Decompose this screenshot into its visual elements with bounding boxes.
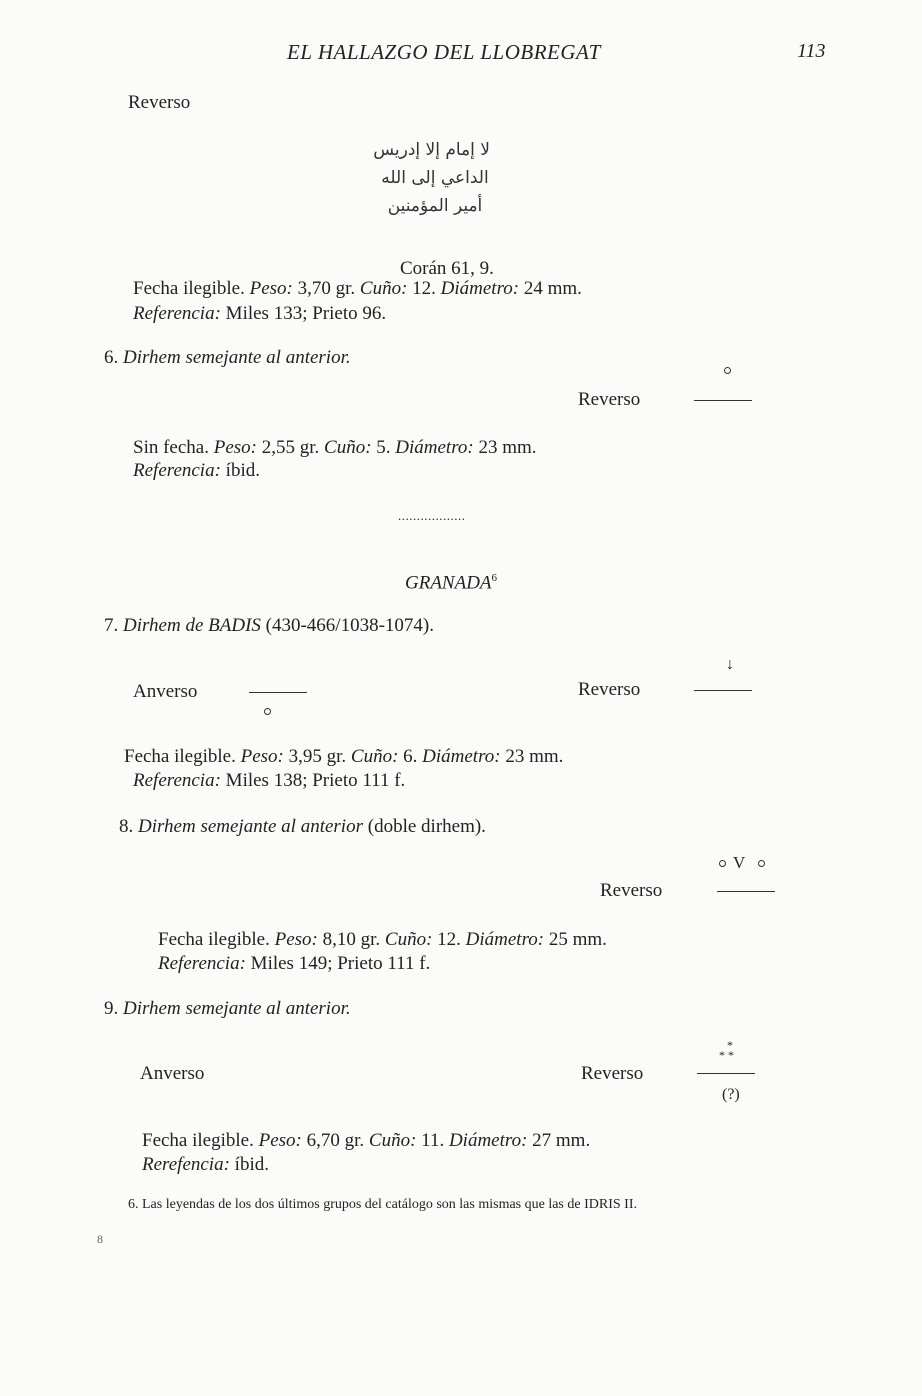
entry-number: 8. [119, 816, 134, 837]
reverse-label: Reverso [600, 880, 663, 901]
weight-label: Peso: [258, 1130, 302, 1151]
reference-label: Referencia: [133, 460, 221, 481]
signature-mark: 8 [97, 1232, 103, 1246]
entry-title: Dirhem semejante al anterior. [123, 998, 351, 1019]
entry-title: Dirhem semejante al anterior. [123, 347, 351, 368]
die-label: Cuño: [384, 929, 433, 950]
reverse-label: Reverso [578, 679, 641, 700]
weight: 6,70 gr. [306, 1130, 365, 1151]
coin-reference [133, 460, 260, 482]
reverse-label: Reverso [578, 389, 641, 410]
weight: 3,70 gr. [297, 278, 356, 299]
footnote-number: 6. [128, 1197, 139, 1212]
coin-reference [142, 1154, 269, 1176]
weight-label: Peso: [274, 929, 318, 950]
reverse-dash [697, 1073, 755, 1074]
entry-title: Dirhem de BADIS [123, 615, 261, 636]
weight: 2,55 gr. [261, 437, 320, 458]
date: Fecha ilegible. [124, 746, 236, 767]
die: 12. [412, 278, 436, 299]
section-title [405, 572, 497, 594]
coin-reference [133, 303, 386, 325]
coin-reference [158, 953, 430, 975]
obverse-dash [249, 692, 307, 693]
entry-number: 7. [104, 615, 119, 636]
annulet-mark [264, 708, 271, 715]
reference-label: Referencia: [133, 770, 221, 791]
uncertain-mark: (?) [722, 1086, 740, 1103]
section-name: GRANADA [405, 572, 492, 594]
reference-label: Referencia: [158, 953, 246, 974]
section-separator: .................. [398, 508, 466, 523]
die: 12. [437, 929, 461, 950]
date: Fecha ilegible. [142, 1130, 254, 1151]
entry-heading-6 [104, 347, 351, 369]
die-label: Cuño: [350, 746, 399, 767]
running-header: EL HALLAZGO DEL LLOBREGAT [287, 40, 601, 64]
die: 11. [421, 1130, 445, 1151]
reverse-dash [694, 690, 752, 691]
entry-title: Dirhem semejante al anterior [138, 816, 363, 837]
diameter: 25 mm. [548, 929, 607, 950]
date: Fecha ilegible. [133, 278, 245, 299]
footnote [128, 1197, 637, 1213]
arabic-legend-line-3: أمير المؤمنين [387, 196, 483, 216]
date: Fecha ilegible. [158, 929, 270, 950]
obverse-label: Anverso [133, 681, 198, 702]
date: Sin fecha. [133, 437, 209, 458]
page-number: 113 [797, 40, 826, 62]
reference: Miles 149; Prieto 111 f. [250, 953, 431, 974]
entry-title-extra: (doble dirhem). [367, 816, 486, 837]
coin-reference [133, 770, 405, 792]
weight-label: Peso: [213, 437, 257, 458]
die: 5. [376, 437, 391, 458]
diameter: 23 mm. [505, 746, 564, 767]
obverse-label: Anverso [140, 1063, 205, 1084]
weight: 3,95 gr. [288, 746, 347, 767]
diameter: 23 mm. [478, 437, 537, 458]
arabic-legend-line-1: لا إمام إلا إدريس [373, 140, 490, 160]
reference-label: Rerefencia: [142, 1154, 230, 1175]
diameter-label: Diámetro: [448, 1130, 528, 1151]
reference: íbid. [234, 1154, 269, 1175]
diameter-label: Diámetro: [465, 929, 545, 950]
quran-citation: Corán 61, 9. [400, 258, 494, 279]
reference: Miles 138; Prieto 111 f. [225, 770, 406, 791]
annulet-mark [724, 367, 731, 374]
arrow-down-icon: ↓ [726, 656, 734, 673]
entry-heading-7 [104, 615, 434, 637]
footnote-ref: 6 [491, 572, 498, 584]
reverse-dash [694, 400, 752, 401]
reference-label: Referencia: [133, 303, 221, 324]
entry-number: 9. [104, 998, 119, 1019]
coin-details [142, 1130, 590, 1152]
diameter-label: Diámetro: [440, 278, 520, 299]
diameter-label: Diámetro: [395, 437, 474, 458]
annulet-mark [758, 860, 765, 867]
entry-dates: (430-466/1038-1074). [265, 615, 434, 636]
weight-label: Peso: [249, 278, 293, 299]
die-label: Cuño: [324, 437, 372, 458]
mark-v: V [733, 853, 746, 872]
weight: 8,10 gr. [322, 929, 381, 950]
coin-details [133, 437, 537, 459]
diameter: 27 mm. [532, 1130, 591, 1151]
coin-details [124, 746, 563, 768]
star-mark-bottom: * * [719, 1048, 734, 1062]
reference: Miles 133; Prieto 96. [225, 303, 387, 324]
die-label: Cuño: [368, 1130, 417, 1151]
reference: íbid. [225, 460, 260, 481]
reverse-label: Reverso [128, 92, 191, 113]
entry-heading-9 [104, 998, 351, 1020]
entry-heading-8 [119, 816, 486, 838]
star-mark-top: * [727, 1038, 733, 1052]
entry-number: 6. [104, 347, 119, 368]
coin-details [133, 278, 582, 300]
arabic-legend-line-2: الداعي إلى الله [381, 168, 489, 188]
diameter-label: Diámetro: [422, 746, 501, 767]
die-label: Cuño: [359, 278, 408, 299]
weight-label: Peso: [240, 746, 284, 767]
annulet-mark [719, 860, 726, 867]
reverse-dash [717, 891, 775, 892]
die: 6. [403, 746, 418, 767]
footnote-text: Las leyendas de los dos últimos grupos del catálogo son las mismas que las de IDRIS II. [142, 1197, 637, 1212]
reverse-label: Reverso [581, 1063, 644, 1084]
diameter: 24 mm. [523, 278, 582, 299]
coin-details [158, 929, 607, 951]
